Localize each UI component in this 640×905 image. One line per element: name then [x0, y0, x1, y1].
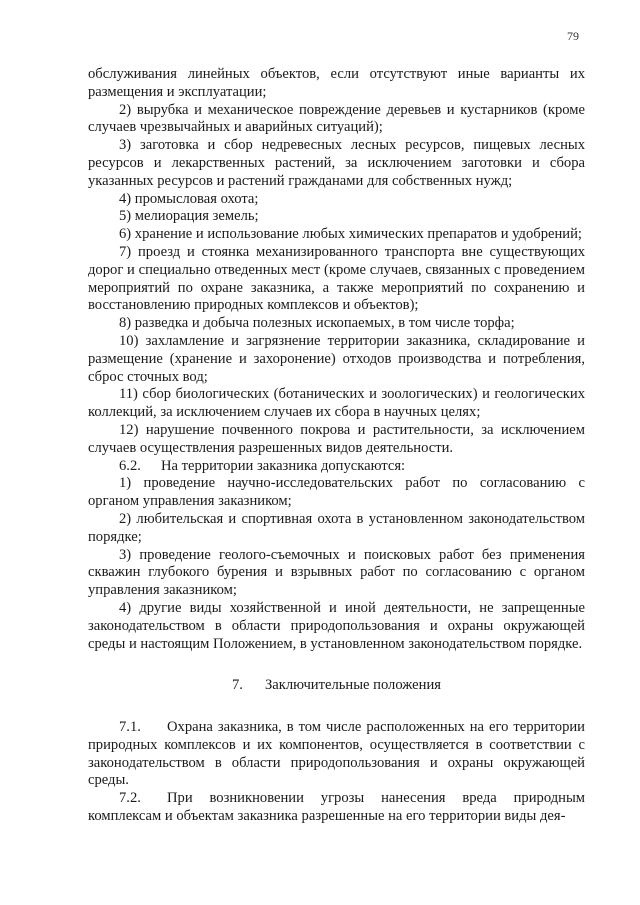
list-item: 4) промысловая охота; [119, 190, 259, 207]
section-6-2 [88, 458, 585, 476]
list-item: 2) любительская и спортивная охота в установленном законодательством порядке; [88, 510, 585, 545]
clause-text: Охрана заказника, в том числе расположенных на его территории природных комплексов и их компонентов, осуществляется в соответствии с законодательством в области природопользования и охраны окружающей среды. [88, 719, 585, 789]
list-item: 8) разведка и добыча полезных ископаемых, в том числе торфа; [119, 315, 515, 332]
list-item: 12) нарушение почвенного покрова и растительности, за исключением случаев осуществления разрешенных видов деятельности. [88, 421, 585, 456]
list-item: 7) проезд и стоянка механизированного транспорта вне существующих дорог и специально отведенных мест (кроме случаев, связанных с проведением мероприятий по охране заказника, а также мероприятий по сохранению и восстановлению природных комплексов и объектов); [88, 243, 585, 314]
list-item: 10) захламление и загрязнение территории заказника, складирование и размещение (хранение и захоронение) отходов производства и потребления, сброс сточных вод; [88, 332, 585, 385]
list-item: обслуживания линейных объектов, если отсутствуют иные варианты их размещения и эксплуатации; [88, 66, 585, 100]
heading-number: 7. [232, 677, 243, 694]
page-number: 79 [567, 29, 579, 43]
list-item: 3) заготовка и сбор недревесных лесных ресурсов, пищевых лесных ресурсов и лекарственных растений, за исключением заготовки и сбора указанных ресурсов и растений гражданами для собственных нужд; [88, 137, 585, 189]
list-item: 3) проведение геолого-съемочных и поисковых работ без применения скважин глубокого бурения и взрывных работ по согласованию с органом управления заказником; [88, 546, 585, 599]
list-item: 1) проведение научно-исследовательских работ по согласованию с органом управления заказником; [88, 475, 585, 510]
heading-title: Заключительные положения [264, 677, 441, 694]
list-item: 4) другие виды хозяйственной и иной деятельности, не запрещенные законодательством в области природопользования и охраны окружающей среды и настоящим Положением, в установленном законодательством порядке. [88, 599, 585, 652]
section-number: 6.2. [119, 457, 141, 474]
clause-number: 7.2. [119, 790, 141, 807]
clause-7-2 [88, 790, 585, 826]
section-heading [88, 677, 585, 695]
list-item: 5) мелиорация земель; [119, 208, 259, 225]
clause-7-1 [88, 719, 585, 790]
list-item: 11) сбор биологических (ботанических и зоологических) и геологических коллекций, за исключением случаев их сбора в научных целях; [88, 386, 585, 421]
document-body [88, 66, 585, 826]
clause-text: При возникновении угрозы нанесения вреда природным комплексам и объектам заказника разрешенные на его территории виды дея- [88, 790, 585, 825]
clause-number: 7.1. [119, 719, 141, 736]
list-item: 6) хранение и использование любых химических препаратов и удобрений; [119, 226, 582, 243]
list-item: 2) вырубка и механическое повреждение деревьев и кустарников (кроме случаев чрезвычайных и аварийных ситуаций); [88, 101, 585, 136]
section-text: На территории заказника допускаются: [161, 457, 406, 474]
